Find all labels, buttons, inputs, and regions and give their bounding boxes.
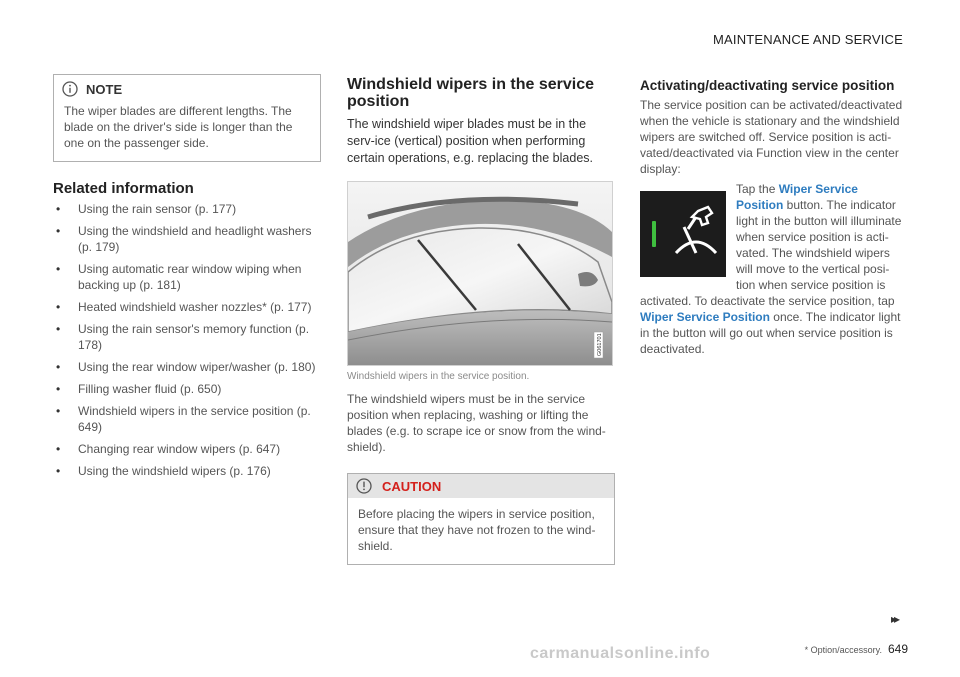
windshield-wipers-illustration [348, 182, 612, 365]
windshield-figure [347, 181, 613, 366]
note-header [54, 75, 320, 101]
tap-prefix: Tap the [736, 182, 779, 196]
page-number: 649 [887, 642, 908, 656]
related-item[interactable]: • Using the windshield wipers (p. 176) [56, 464, 271, 478]
related-item[interactable]: • Using automatic rear window wiping when backing up (p. 181) [56, 262, 302, 292]
wiper-service-position-label: Wiper Service Position [640, 310, 770, 324]
page-footer [805, 642, 908, 656]
related-item[interactable]: • Filling washer fluid (p. 650) [56, 382, 222, 396]
related-item[interactable]: • Using the rain sensor (p. 177) [56, 202, 237, 216]
info-circle-icon [62, 81, 78, 97]
right-column [640, 74, 908, 357]
service-heading: Activating/deactivating service position [640, 78, 895, 93]
note-title: NOTE [86, 81, 123, 97]
related-item[interactable]: • Using the windshield and headlight washers (p. 179) [56, 224, 312, 254]
related-item[interactable]: • Heated windshield washer nozzles* (p. 177) [56, 300, 312, 314]
next-page-arrow-icon[interactable]: ▸▸ [890, 612, 897, 626]
watermark: carmanualsonline.info [530, 645, 711, 662]
related-item[interactable]: • Changing rear window wipers (p. 647) [56, 442, 281, 456]
wiper-service-button[interactable] [640, 191, 726, 277]
service-end-text: once. The indicator light in the button will go out when service position is deactivated. [640, 310, 901, 356]
tap-suffix: button. The indicator light in the button will illuminate when service position is acti-vated. The windshield wipers will move to the vertical posi-tion when service position is activated. To deactivate the service position, tap [640, 198, 902, 308]
left-column [53, 74, 320, 485]
related-item[interactable]: • Windshield wipers in the service position (p. 649) [56, 404, 311, 434]
related-item[interactable]: • Using the rain sensor's memory function (p. 178) [56, 322, 310, 352]
warning-circle-icon [356, 478, 372, 494]
related-list [53, 201, 320, 479]
middle-column [347, 74, 613, 565]
section-header: MAINTENANCE AND SERVICE [712, 32, 903, 47]
related-heading: Related information [53, 180, 194, 197]
body-paragraph: The windshield wipers must be in the service position when replacing, washing or lifting the blades (e.g. to scrape ice or snow from the wind-shield). [347, 392, 606, 454]
service-intro: The service position can be activated/deactivated when the vehicle is stationary and the windshield wipers are switched off. Service position is acti-vated/deactivated via Function view in the center display: [640, 98, 903, 176]
wiper-service-icon [640, 191, 726, 277]
footnote: * Option/accessory. [804, 645, 882, 655]
page-title: Windshield wipers in the service position [347, 76, 595, 110]
figure-code: G061701 [597, 333, 603, 356]
lead-paragraph: The windshield wiper blades must be in the serv-ice (vertical) position when performing certain operations, e.g. replacing the blades. [347, 117, 593, 165]
note-text: The wiper blades are different lengths. The blade on the driver's side is longer than the one on the passenger side. [64, 104, 293, 150]
note-box [53, 74, 321, 162]
figure-caption: Windshield wipers in the service position. [347, 371, 530, 382]
caution-header [348, 474, 614, 498]
caution-box [347, 473, 615, 565]
service-instructions [640, 181, 908, 357]
wiper-service-position-label: Wiper Service Position [736, 182, 858, 212]
caution-title: CAUTION [382, 478, 442, 494]
caution-text: Before placing the wipers in service position, ensure that they have not frozen to the wind-shield. [358, 507, 596, 553]
related-item[interactable]: • Using the rear window wiper/washer (p. 180) [56, 360, 316, 374]
